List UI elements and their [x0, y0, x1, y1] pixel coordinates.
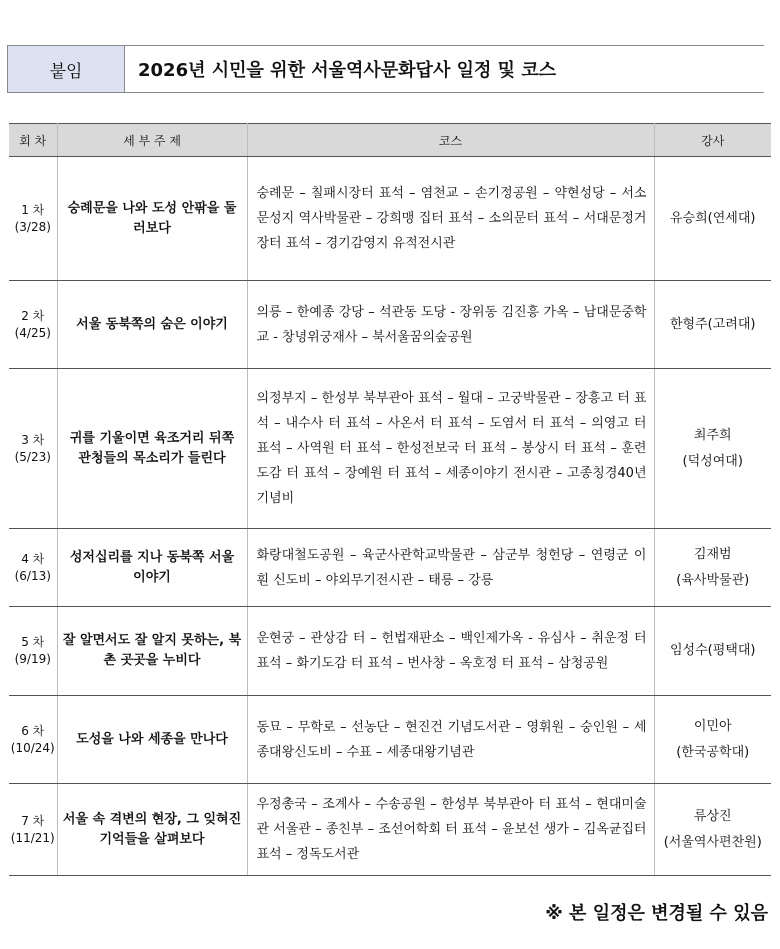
- round-cell: [9, 369, 57, 529]
- course-cell: 동묘 – 무학로 – 선농단 – 현진건 기념도서관 – 영휘원 – 숭인원 – 세종대왕신도비 – 수표 – 세종대왕기념관: [247, 696, 654, 784]
- table-row: [9, 607, 771, 696]
- table-row: [9, 529, 771, 607]
- lecturer-cell: [654, 281, 771, 369]
- lecturer-name: 김재범: [693, 546, 732, 562]
- round-number: 1 차: [21, 202, 45, 217]
- round-date: (4/25): [14, 325, 51, 340]
- round-cell: [9, 529, 57, 607]
- lecturer-affiliation: (서울역사편찬원): [663, 834, 762, 850]
- lecturer-name: 최주희: [693, 427, 732, 443]
- round-number: 2 차: [21, 308, 45, 323]
- round-cell: [9, 157, 57, 281]
- round-number: 4 차: [21, 551, 45, 566]
- column-header-course: 코스: [247, 124, 654, 157]
- lecturer-name: 이민아: [693, 718, 732, 734]
- table-row: [9, 157, 771, 281]
- topic-cell: 도성을 나와 세종을 만나다: [57, 696, 247, 784]
- lecturer-name: 한형주(고려대): [670, 316, 756, 332]
- lecturer-affiliation: (한국공학대): [676, 744, 750, 760]
- schedule-table: [9, 123, 771, 876]
- round-cell: [9, 784, 57, 876]
- course-cell: 화랑대철도공원 – 육군사관학교박물관 – 삼군부 청헌당 – 연령군 이훤 신도비 – 야외무기전시관 – 태릉 – 강릉: [247, 529, 654, 607]
- lecturer-name: 임성수(평택대): [670, 643, 756, 658]
- column-header-topic: 세 부 주 제: [57, 124, 247, 157]
- column-header-lecturer: 강사: [654, 124, 771, 157]
- course-cell: 운현궁 – 관상감 터 – 헌법재판소 – 백인제가옥 - 유심사 – 취운정 터 표석 – 화기도감 터 표석 – 번사창 – 옥호정 터 표석 – 삼청공원: [247, 607, 654, 696]
- lecturer-cell: [654, 784, 771, 876]
- round-date: (11/21): [10, 830, 55, 845]
- table-row: [9, 369, 771, 529]
- table-row: [9, 696, 771, 784]
- schedule-change-note: ※ 본 일정은 변경될 수 있음: [545, 903, 768, 924]
- round-number: 7 차: [21, 813, 45, 828]
- topic-cell: 서울 속 격변의 현장, 그 잊혀진 기억들을 살펴보다: [57, 784, 247, 876]
- round-cell: [9, 696, 57, 784]
- round-number: 5 차: [21, 635, 45, 649]
- lecturer-cell: [654, 529, 771, 607]
- course-cell: 숭례문 – 칠패시장터 표석 – 염천교 – 손기정공원 – 약현성당 – 서소문성지 역사박물관 – 강희맹 집터 표석 – 소의문터 표석 – 서대문정거장터 표석 – 경기감영지 유적전시관: [247, 157, 654, 281]
- lecturer-affiliation: (육사박물관): [676, 572, 750, 588]
- round-number: 6 차: [21, 723, 45, 738]
- topic-cell: 서울 동북쪽의 숨은 이야기: [57, 281, 247, 369]
- round-date: (3/28): [14, 219, 51, 234]
- table-row: [9, 281, 771, 369]
- course-cell: 의정부지 – 한성부 북부관아 표석 – 월대 – 고궁박물관 – 장흥고 터 표석 – 내수사 터 표석 – 사온서 터 표석 – 도염서 터 표석 – 의영고 터 표석 – 사역원 터 표석 – 한성전보국 터 표석 – 봉상시 터 표석 – 훈련도감 터 표석 – 장예원 터 표석 – 세종이야기 전시관 – 고종칭경40년기념비: [247, 369, 654, 529]
- lecturer-name: 류상진: [693, 808, 732, 824]
- table-row: [9, 784, 771, 876]
- page-title: 2026년 시민을 위한 서울역사문화답사 일정 및 코스: [138, 60, 557, 81]
- round-date: (5/23): [14, 449, 51, 464]
- round-cell: [9, 281, 57, 369]
- lecturer-cell: [654, 157, 771, 281]
- topic-cell: 숭례문을 나와 도성 안팎을 둘러보다: [57, 157, 247, 281]
- lecturer-cell: [654, 369, 771, 529]
- column-header-round: 회 차: [9, 124, 57, 157]
- round-date: (6/13): [14, 568, 51, 583]
- attachment-label: 붙임: [7, 46, 125, 92]
- title-bar: [7, 45, 764, 93]
- course-cell: 우정총국 – 조계사 – 수송공원 – 한성부 북부관아 터 표석 – 현대미술관 서울관 – 종친부 – 조선어학회 터 표석 – 윤보선 생가 – 김옥균집터 표석 – 정독도서관: [247, 784, 654, 876]
- lecturer-cell: [654, 607, 771, 696]
- topic-cell: 귀를 기울이면 육조거리 뒤쪽 관청들의 목소리가 들린다: [57, 369, 247, 529]
- table-header-row: [9, 124, 771, 157]
- round-cell: [9, 607, 57, 696]
- lecturer-cell: [654, 696, 771, 784]
- lecturer-name: 유승희(연세대): [670, 210, 756, 226]
- round-date: (9/19): [14, 652, 51, 666]
- lecturer-affiliation: (덕성여대): [682, 453, 743, 469]
- topic-cell: 성저십리를 지나 동북쪽 서울 이야기: [57, 529, 247, 607]
- round-number: 3 차: [21, 432, 45, 447]
- topic-cell: 잘 알면서도 잘 알지 못하는, 북촌 곳곳을 누비다: [57, 607, 247, 696]
- course-cell: 의릉 – 한예종 강당 – 석관동 도당 - 장위동 김진흥 가옥 – 남대문중학교 - 창녕위궁재사 – 북서울꿈의숲공원: [247, 281, 654, 369]
- round-date: (10/24): [10, 740, 55, 755]
